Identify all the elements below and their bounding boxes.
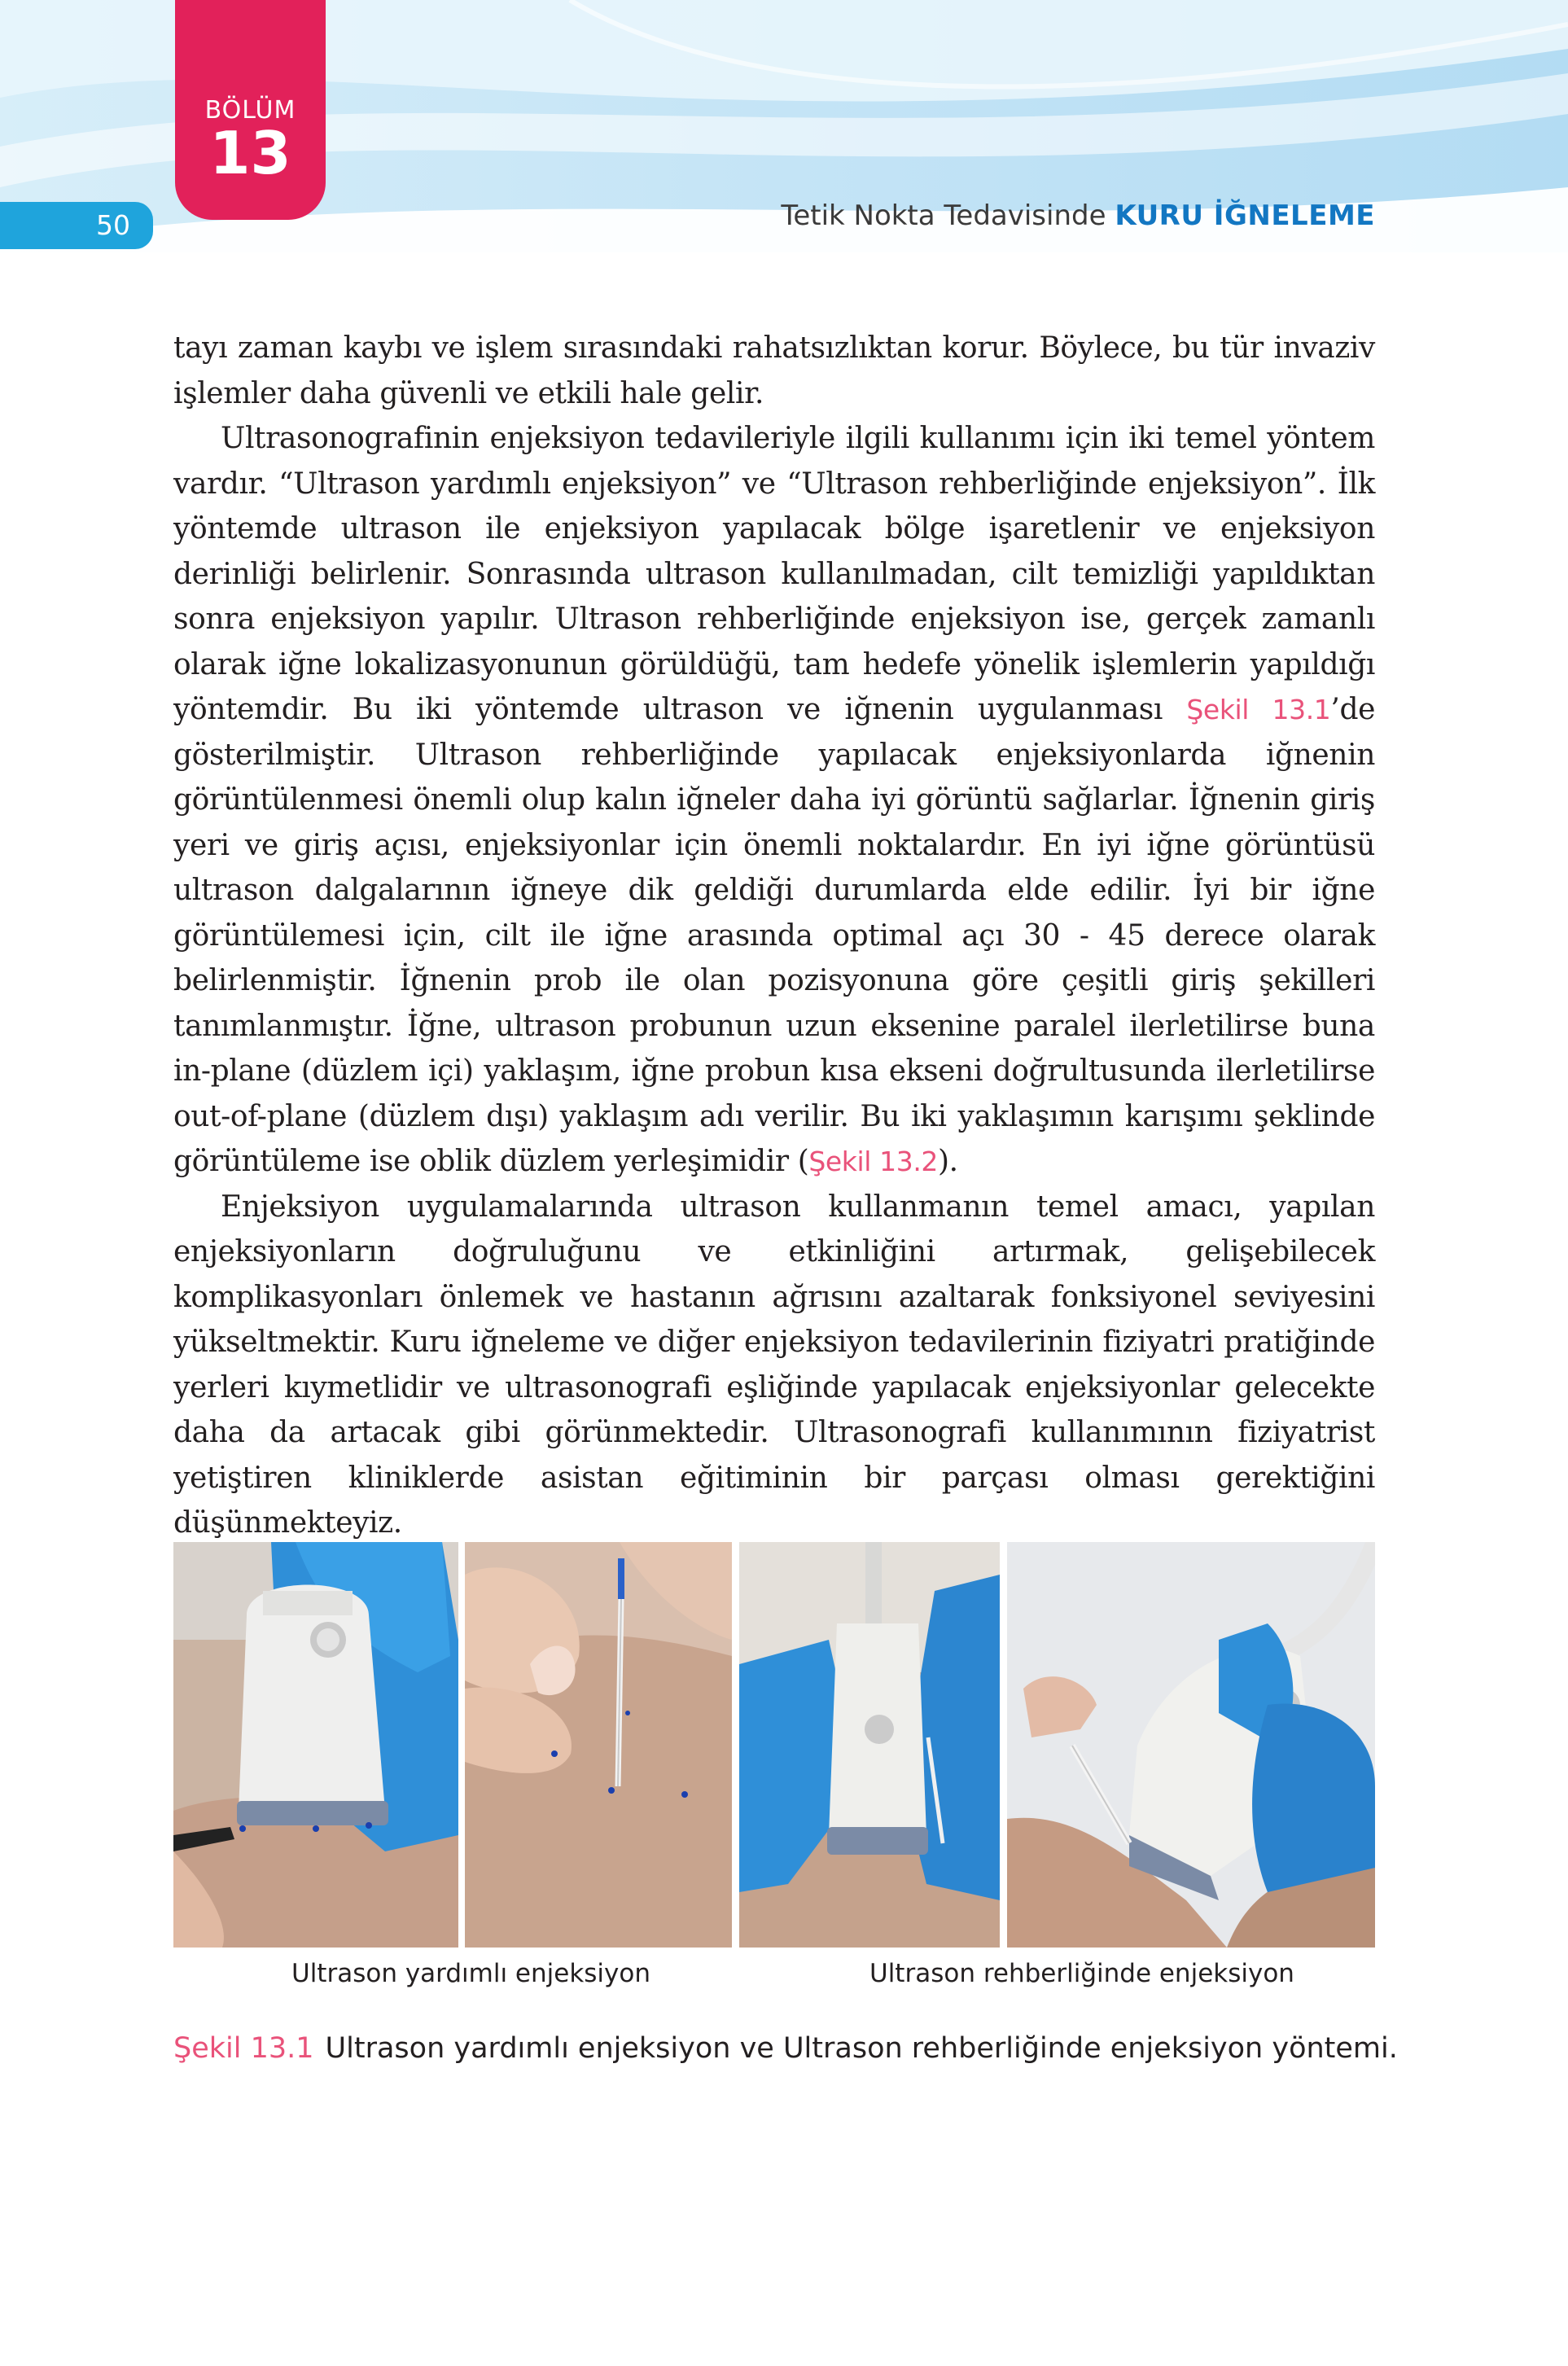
figure-reference-13-2[interactable]: Şekil 13.2 <box>808 1146 939 1177</box>
paragraph-1: tayı zaman kaybı ve işlem sırasındaki rahatsızlıktan korur. Böylece, bu tür invaziv işlemler daha güvenli ve etkili hale gelir. <box>173 331 1375 410</box>
figure-caption <box>173 2032 1398 2065</box>
chapter-tab <box>175 0 326 220</box>
page-header <box>0 0 1568 252</box>
chapter-word: BÖLÜM <box>204 96 296 125</box>
caption-ultrasound-assisted: Ultrason yardımlı enjeksiyon <box>291 1959 651 1988</box>
running-head <box>781 199 1375 232</box>
paragraph-3: Enjeksiyon uygulamalarında ultrason kullanmanın temel amacı, yapılan enjeksiyonların doğruluğunu ve etkinliğini artırmak, gelişebilecek komplikasyonları önlemek ve hastanın ağrısını azaltarak fonksiyonel seviyesini yükseltmektir. Kuru iğneleme ve diğer enjeksiyon tedavilerinin fiziyatri pratiğinde yerleri kıymetlidir ve ultrasonografi eşliğinde yapılacak enjeksiyonlar gelecekte daha da artacak gibi görünmektedir. Ultrasonografi kullanımının fiziyatrist yetiştiren kliniklerde asistan eğitiminin bir parçası olması gerektiğini düşünmekteyiz. <box>173 1190 1375 1540</box>
paragraph-2-text-a: Ultrasonografinin enjeksiyon tedavileriyle ilgili kullanımı için iki temel yöntem vardır. “Ultrason yardımlı enjeksiyon” ve “Ultrason rehberliğinde enjeksiyon”. İlk yöntemde ultrason ile enjeksiyon yapılacak bölge işaretlenir ve enjeksiyon derinliği belirlenir. Sonrasında ultrason kullanılmadan, cilt temizliği yapıldıktan sonra enjeksiyon yapılır. Ultrason rehberliğinde enjeksiyon ise, gerçek zamanlı olarak iğne lokalizasyonunun görüldüğü, tam hedefe yönelik işlemlerin yapıldığı yöntemdir. Bu iki yöntemde ultrason ve iğnenin uygulanması <box>173 422 1375 726</box>
photo-probe-guided-in-plane <box>1007 1542 1375 1948</box>
figure-label: Şekil 13.1 <box>173 2032 314 2065</box>
book-title-accent: KURU İĞNELEME <box>1115 199 1375 232</box>
photo-probe-guided-short-axis <box>739 1542 1000 1948</box>
paragraph-2 <box>173 416 1375 1185</box>
caption-ultrasound-guided: Ultrason rehberliğinde enjeksiyon <box>869 1959 1294 1988</box>
paragraph-2-text-c: ). <box>938 1145 958 1178</box>
figure-13-1-photos <box>173 1542 1375 1948</box>
figure-reference-13-1[interactable]: Şekil 13.1 <box>1186 694 1331 725</box>
paragraph-2-text-b: ’de gösterilmiştir. Ultrason rehberliğinde yapılacak enjeksiyonlarda iğnenin görüntülenmesi önemli olup kalın iğneler daha iyi görüntü sağlarlar. İğnenin giriş yeri ve giriş açısı, enjeksiyonlar için önemli noktalardır. En iyi iğne görüntüsü ultrason dalgalarının iğneye dik geldiği durumlarda elde edilir. İyi bir iğne görüntülemesi için, cilt ile iğne arasında optimal açı 30 - 45 derece olarak belirlenmiştir. İğnenin prob ile olan pozisyonuna göre çeşitli giriş şekilleri tanımlanmıştır. İğne, ultrason probunun uzun eksenine paralel ilerletilirse buna in-plane (düzlem içi) yaklaşım, iğne probun kısa ekseni doğrultusunda ilerletilirse out-of-plane (düzlem dışı) yaklaşım adı verilir. Bu iki yaklaşımın karışımı şeklinde görüntüleme ise oblik düzlem yerleşimidir ( <box>173 693 1375 1178</box>
photo-needle-insertion <box>465 1542 732 1948</box>
chapter-number: 13 <box>209 119 291 187</box>
page-number: 50 <box>0 202 153 249</box>
figure-caption-text: Ultrason yardımlı enjeksiyon ve Ultrason rehberliğinde enjeksiyon yöntemi. <box>325 2032 1398 2065</box>
photo-probe-marking <box>173 1542 458 1948</box>
book-title-prefix: Tetik Nokta Tedavisinde <box>781 199 1106 232</box>
body-text <box>173 326 1375 1546</box>
